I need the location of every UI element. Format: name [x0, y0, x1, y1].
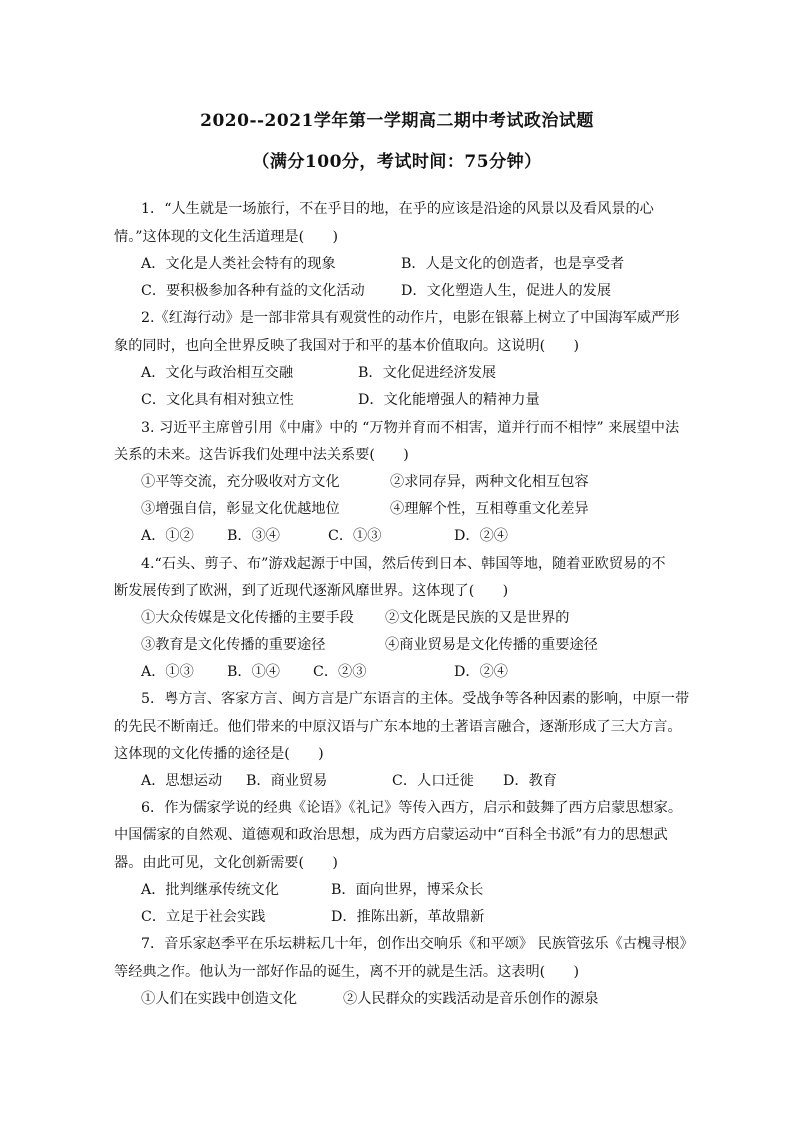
statement-item: ②求同存异，两种文化相互包容	[390, 474, 589, 490]
statement-item: ②文化既是民族的又是世界的	[385, 610, 570, 626]
option-c: C．要积极参加各种有益的文化活动	[141, 283, 365, 299]
question-stem-line: 情。”这体现的文化生活道理是( )	[114, 229, 339, 245]
statement-item: ①人们在实践中创造文化	[141, 991, 298, 1007]
choice-d: D．教育	[503, 773, 557, 789]
option-b: B．人是文化的创造者，也是享受者	[401, 256, 625, 272]
statement-item: ①大众传媒是文化传播的主要手段	[141, 610, 354, 626]
choice-a: A．①②	[141, 528, 194, 544]
question-stem-line: 象的同时，也向全世界反映了我国对于和平的基本价值取向。这说明( )	[114, 338, 580, 354]
question-stem-line: 的先民不断南迁。他们带来的中原汉语与广东本地的土著语言融合，逐渐形成了三大方言。	[114, 719, 682, 735]
statement-item: ①平等交流，充分吸收对方文化	[141, 474, 340, 490]
question-stem-line: 5．粤方言、客家方言、闽方言是广东语言的主体。受战争等各种因素的影响，中原一带	[141, 691, 690, 707]
question-stem-line: 中国儒家的自然观、道德观和政治思想，成为西方启蒙运动中“百科全书派”有力的思想武	[114, 827, 668, 843]
question-stem-line: 断发展传到了欧洲，到了近现代逐渐风靡世界。这体现了( )	[114, 583, 509, 599]
question-stem-line: 器。由此可见，文化创新需要( )	[114, 855, 338, 871]
choice-d: D．②④	[454, 528, 508, 544]
question-stem-line: 2.《红海行动》是一部非常具有观赏性的动作片，电影在银幕上树立了中国海军威严形	[141, 310, 680, 326]
question-stem-line: 3. 习近平主席曾引用《中庸》中的 “万物并育而不相害，道并行而不相悖” 来展望中法	[141, 420, 680, 436]
statement-item: ②人民群众的实践活动是音乐创作的源泉	[343, 991, 599, 1007]
option-b: B．文化促进经济发展	[358, 365, 497, 381]
option-c: C．文化具有相对独立性	[141, 392, 294, 408]
choice-c: C．②③	[313, 664, 367, 680]
choice-b: B．①④	[227, 664, 280, 680]
statement-item: ④商业贸易是文化传播的重要途径	[385, 637, 598, 653]
choice-c: C．①③	[328, 528, 382, 544]
question-stem-line: 这体现的文化传播的途径是( )	[114, 746, 324, 762]
option-d: D．文化能增强人的精神力量	[358, 392, 540, 408]
option-a: A．批判继承传统文化	[141, 882, 279, 898]
choice-d: D．②④	[454, 664, 508, 680]
page-title: 2020--2021学年第一学期高二期中考试政治试题	[200, 111, 594, 131]
option-a: A．文化是人类社会特有的现象	[141, 256, 336, 272]
option-d: D．推陈出新，革故鼎新	[331, 909, 485, 925]
option-c: C．立足于社会实践	[141, 909, 266, 925]
question-stem-line: 关系的未来。这告诉我们处理中法关系要( )	[114, 447, 409, 463]
question-stem-line: 1．“人生就是一场旅行，不在乎目的地，在乎的应该是沿途的风景以及看风景的心	[141, 201, 654, 217]
question-stem-line: 等经典之作。他认为一部好作品的诞生，离不开的就是生活。这表明( )	[114, 964, 580, 980]
page-subtitle: （满分100分，考试时间：75分钟）	[252, 152, 542, 172]
statement-item: ③增强自信，彰显文化优越地位	[141, 501, 340, 517]
choice-a: A．①③	[141, 664, 194, 680]
choice-b: B．商业贸易	[246, 773, 328, 789]
option-d: D．文化塑造人生，促进人的发展	[401, 283, 612, 299]
question-stem-line: 4.“石头、剪子、布”游戏起源于中国，然后传到日本、韩国等地，随着亚欧贸易的不	[141, 556, 666, 572]
choice-a: A．思想运动	[141, 773, 223, 789]
question-stem-line: 7．音乐家赵季平在乐坛耕耘几十年，创作出交响乐《和平颂》 民族管弦乐《古槐寻根》	[141, 936, 694, 952]
statement-item: ④理解个性，互相尊重文化差异	[390, 501, 589, 517]
option-a: A．文化与政治相互交融	[141, 365, 294, 381]
choice-c: C．人口迁徙	[392, 773, 474, 789]
choice-b: B．③④	[227, 528, 280, 544]
statement-item: ③教育是文化传播的重要途径	[141, 637, 326, 653]
option-b: B．面向世界，博采众长	[331, 882, 484, 898]
question-stem-line: 6．作为儒家学说的经典《论语》《礼记》等传入西方，启示和鼓舞了西方启蒙思想家。	[141, 800, 683, 816]
